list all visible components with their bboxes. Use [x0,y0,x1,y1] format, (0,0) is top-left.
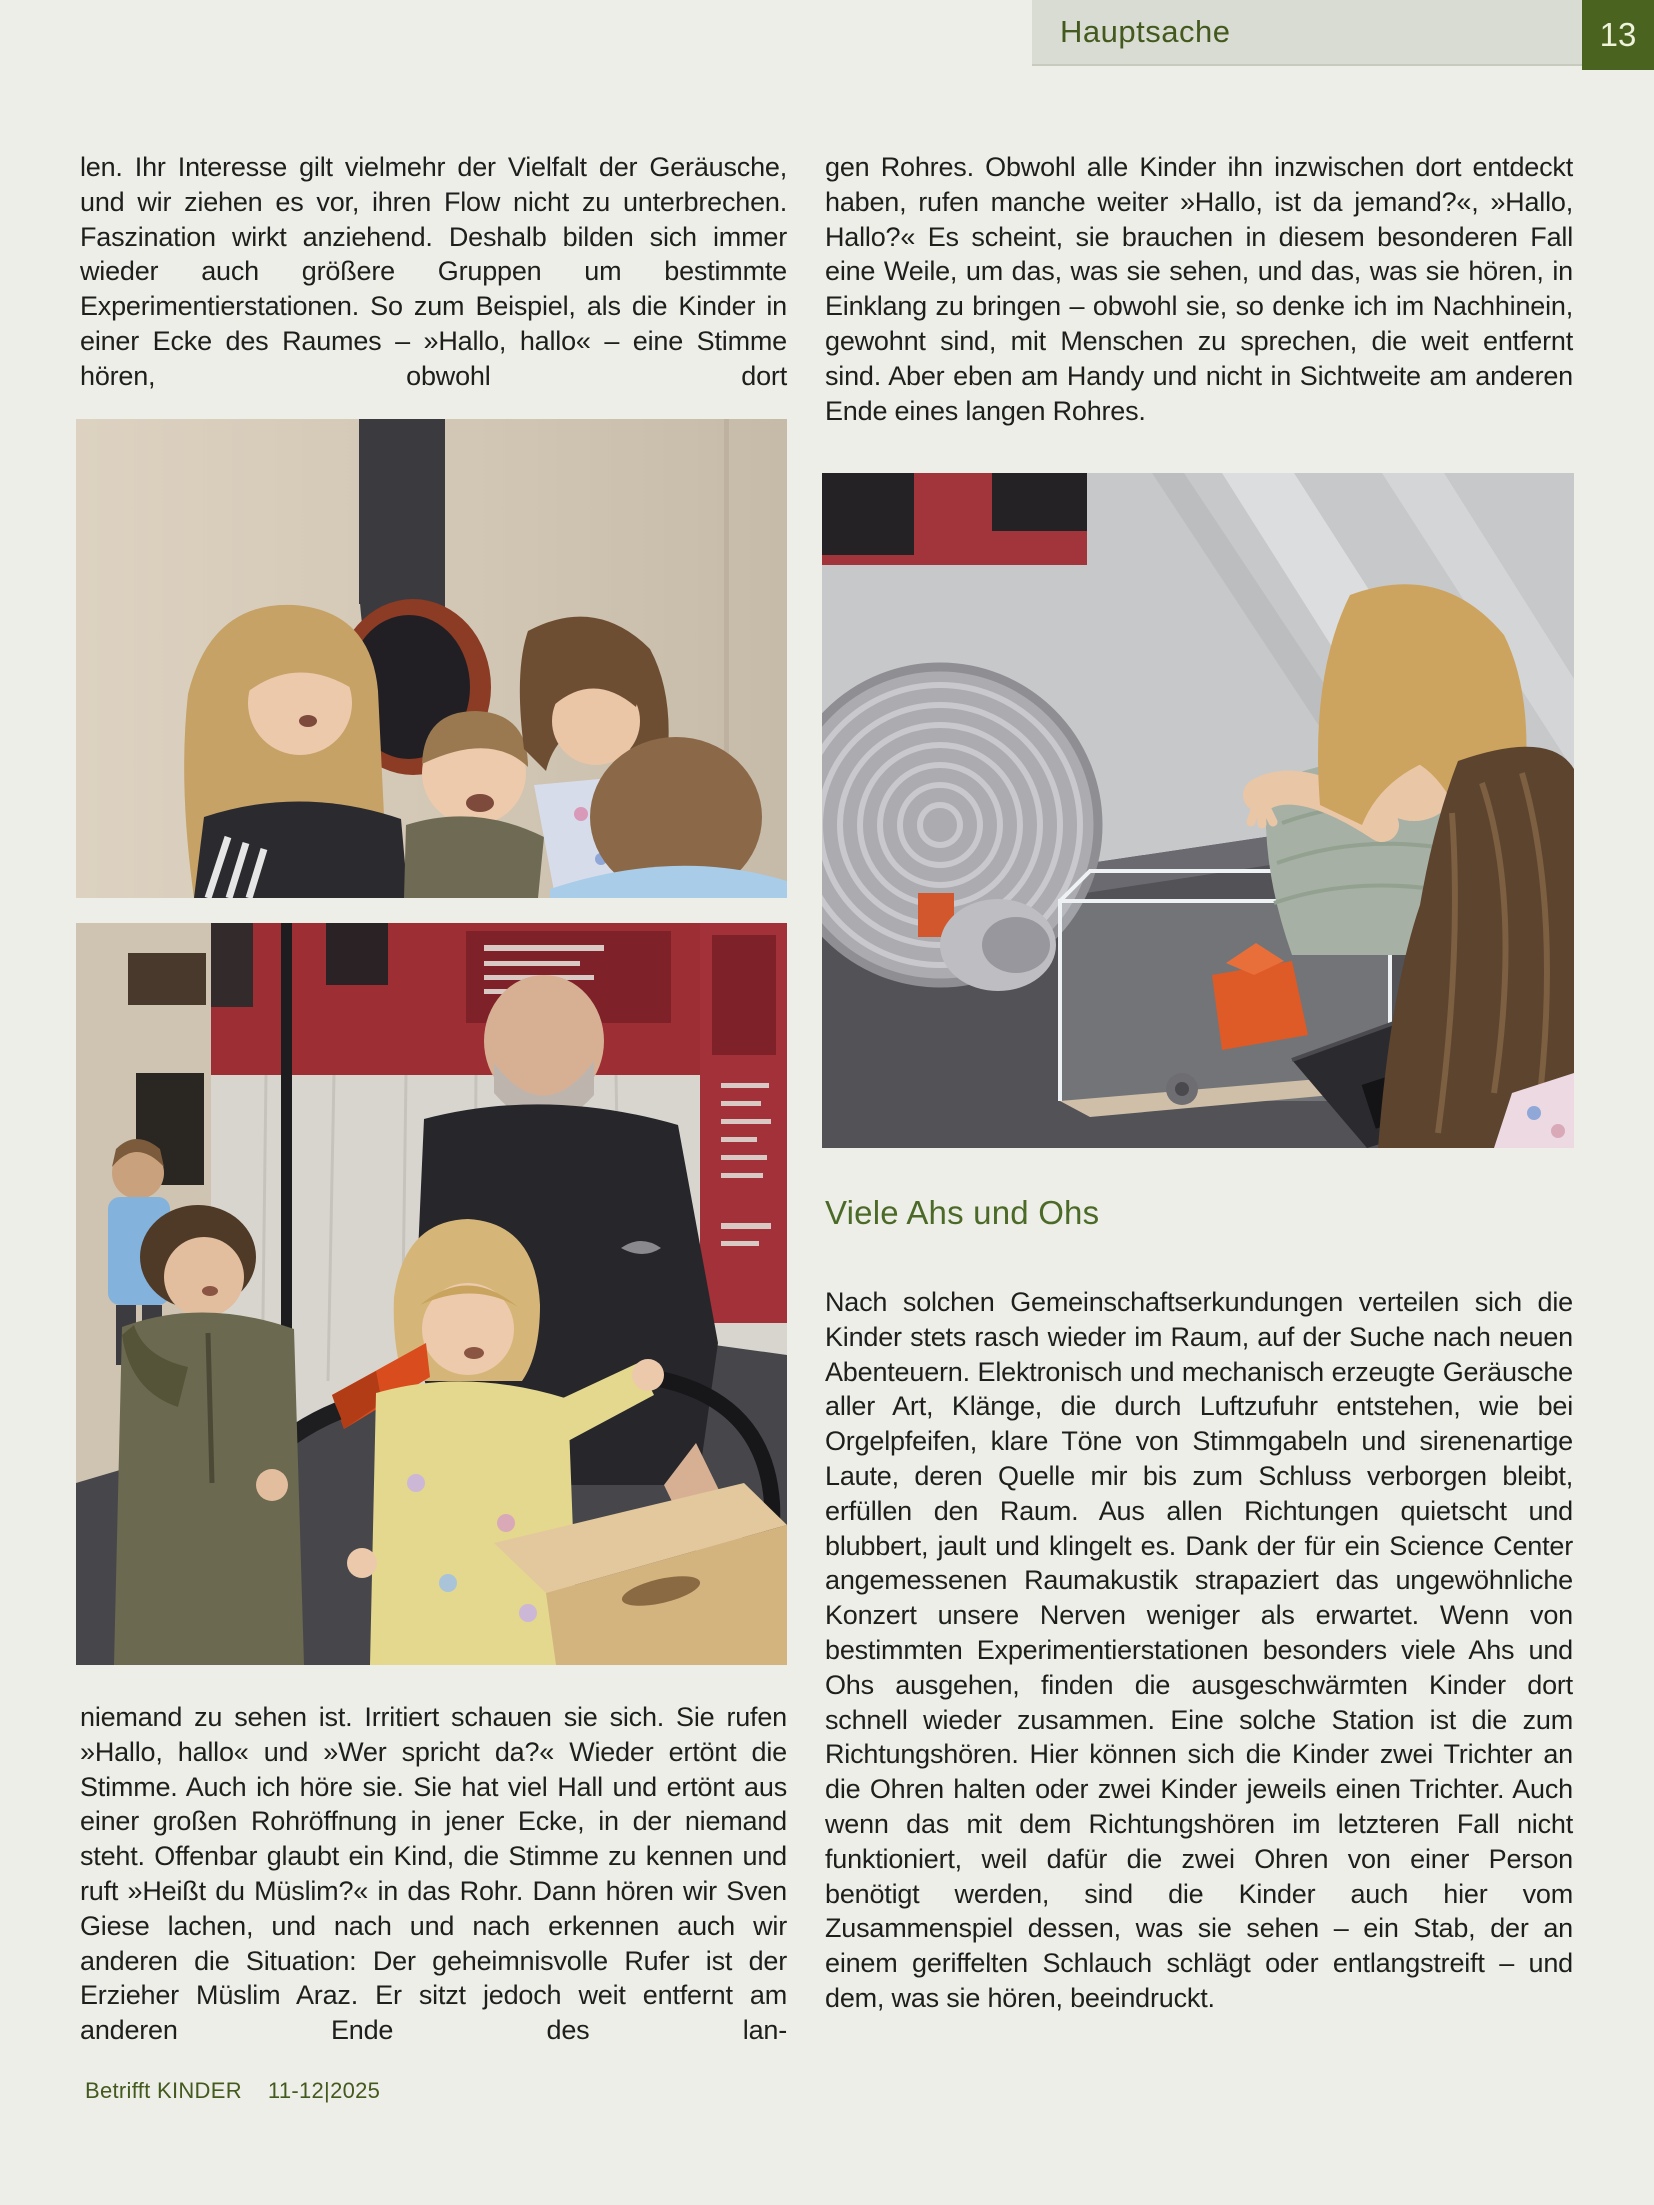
left-column-paragraph-top: len. Ihr Interesse gilt vielmehr der Vielfalt der Geräusche, und wir ziehen es vor, ihren Flow nicht zu unterbrechen. Faszination wirkt anziehend. Deshalb bilden sich immer wieder auch größere Gruppen um bestimmte Experimentierstationen. So zum Beispiel, als die Kinder in einer Ecke des Raumes – »Hallo, hallo« – eine Stimme hören, obwohl dort [80,152,787,391]
photo-children-at-tube-station [76,419,787,898]
right-column-paragraph-top: gen Rohres. Obwohl alle Kinder ihn inzwischen dort entdeckt haben, rufen manche weiter »Hallo, ist da jemand?«, »Hallo, Hallo?« Es scheint, sie brauchen in diesem besonderen Fall eine Weile, um das, was sie sehen, und das, was sie hören, in Einklang zu bringen – obwohl sie, so denke ich im Nachhinein, gewohnt sind, mit Menschen zu sprechen, die weit entfernt sind. Aber eben am Handy und nicht in Sichtweite am anderen Ende eines langen Rohres. [825,152,1573,426]
photo-children-at-tube-station-graphic [76,419,787,898]
magazine-title: Betrifft KINDER [85,2078,242,2103]
page-number-badge [1582,0,1654,70]
photo-two-girls-exhibit-graphic [822,473,1574,1148]
issue-number: 11-12|2025 [267,2078,381,2103]
left-column-paragraph-bottom: niemand zu sehen ist. Irritiert schauen sie sich. Sie rufen »Hallo, hallo« und »Wer spricht da?« Wieder ertönt die Stimme. Auch ich höre sie. Sie hat viel Hall und ertönt aus einer großen Rohröffnung in jener Ecke, in der niemand steht. Offenbar glaubt ein Kind, die Stimme zu kennen und ruft »Heißt du Müslim?« in das Rohr. Dann hören wir Sven Giese lachen, und nach und nach erkennen auch wir anderen die Situation: Der geheimnisvolle Rufer ist der Erzieher Müslim Araz. Er sitzt jedoch weit entfernt am anderen Ende des lan- [80,1702,787,2046]
page-footer [85,2078,380,2104]
photo-two-girls-at-exhibit-table [822,473,1574,1148]
right-column-paragraph-bottom: Nach solchen Gemeinschaftserkundungen verteilen sich die Kinder stets rasch wieder im Raum, auf der Suche nach neuen Abenteuern. Elektronisch und mechanisch erzeugte Geräusche aller Art, Klänge, die durch Luftzufuhr entstehen, wie bei Orgelpfeifen, klare Töne von Stimmgabeln und sirenenartige Laute, deren Quelle mir bis zum Schluss verborgen bleibt, erfüllen den Raum. Aus allen Richtungen quietscht und blubbert, jault und klingelt es. Dank der für ein Science Center angemessenen Raumakustik strapaziert das ungewöhnliche Konzert unsere Nerven weniger als erwartet. Wenn von bestimmten Experimentierstationen besonders viele Ahs und Ohs ausgehen, finden die ausgeschwärmten Kinder dort schnell wieder zusammen. Eine solche Station ist die zum Richtungshören. Hier können sich die Kinder zwei Trichter an die Ohren halten oder zwei Kinder jeweils einen Trichter. Auch wenn das mit dem Richtungshören im letzteren Fall nicht funktioniert, weil dafür die zwei Ohren von einer Person benötigt werden, sind die Kinder auch hier vom Zusammenspiel dessen, was sie sehen – ein Stab, der an einem geriffelten Schlauch schlägt oder entlangstreift – und dem, was sie hören, beeindruckt. [825,1287,1573,2013]
section-label: Hauptsache [1060,14,1231,49]
photo-educator-with-children-horn-station [76,923,787,1665]
section-header-band [1032,0,1582,66]
page-number: 13 [1599,16,1637,53]
photo-educator-with-children-graphic [76,923,787,1665]
sub-heading: Viele Ahs und Ohs [825,1194,1100,1231]
